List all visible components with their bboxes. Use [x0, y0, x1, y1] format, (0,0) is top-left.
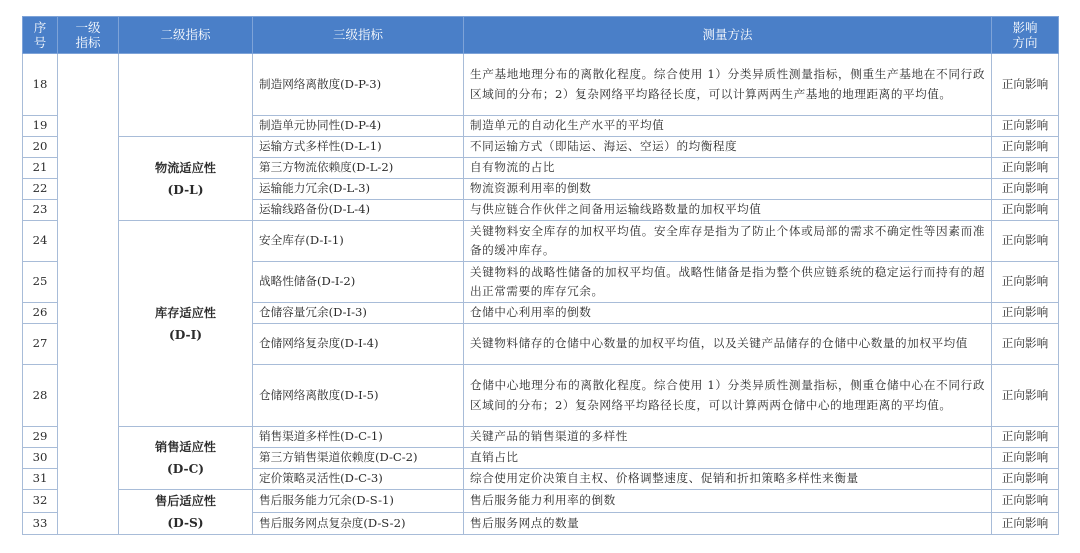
indicator-cell: 销售渠道多样性(D-C-1): [253, 427, 464, 448]
method-cell: 售后服务网点的数量: [464, 512, 992, 535]
indicator-cell: 售后服务网点复杂度(D-S-2): [253, 512, 464, 535]
indicator-cell: 第三方物流依赖度(D-L-2): [253, 158, 464, 179]
direction-cell: 正向影响: [992, 490, 1059, 513]
method-cell: 生产基地地理分布的离散化程度。综合使用 1）分类异质性测量指标，侧重生产基地在不同行政区域间的分布；2）复杂网络平均路径长度，可以计算两两生产基地的地理距离的平均值。: [464, 54, 992, 116]
header-direction: 影响 方向: [992, 17, 1059, 54]
table-row: [23, 137, 1059, 158]
level2-cell: 售后适应性 (D-S): [119, 490, 253, 535]
table-row: [23, 221, 1059, 262]
indicator-cell: 仓储网络复杂度(D-I-4): [253, 324, 464, 365]
seq-cell: 21: [23, 158, 58, 179]
level2-cell: [119, 54, 253, 137]
direction-cell: 正向影响: [992, 427, 1059, 448]
indicator-cell: 定价策略灵活性(D-C-3): [253, 469, 464, 490]
method-cell: 物流资源利用率的倒数: [464, 179, 992, 200]
direction-cell: 正向影响: [992, 221, 1059, 262]
direction-cell: 正向影响: [992, 200, 1059, 221]
header-method: 测量方法: [464, 17, 992, 54]
direction-cell: 正向影响: [992, 448, 1059, 469]
indicator-cell: 运输能力冗余(D-L-3): [253, 179, 464, 200]
seq-cell: 28: [23, 365, 58, 427]
method-cell: 与供应链合作伙伴之间备用运输线路数量的加权平均值: [464, 200, 992, 221]
seq-cell: 33: [23, 512, 58, 535]
indicator-table: [22, 16, 1059, 535]
indicator-cell: 制造单元协同性(D-P-4): [253, 116, 464, 137]
seq-cell: 29: [23, 427, 58, 448]
seq-cell: 22: [23, 179, 58, 200]
direction-cell: 正向影响: [992, 179, 1059, 200]
seq-cell: 23: [23, 200, 58, 221]
header-level2: 二级指标: [119, 17, 253, 54]
direction-cell: 正向影响: [992, 262, 1059, 303]
direction-cell: 正向影响: [992, 365, 1059, 427]
seq-cell: 31: [23, 469, 58, 490]
direction-cell: 正向影响: [992, 116, 1059, 137]
direction-cell: 正向影响: [992, 54, 1059, 116]
seq-cell: 32: [23, 490, 58, 513]
method-cell: 关键物料安全库存的加权平均值。安全库存是指为了防止个体或局部的需求不确定性等因素而准备的缓冲库存。: [464, 221, 992, 262]
table-row: [23, 490, 1059, 513]
header-seq: 序 号: [23, 17, 58, 54]
direction-cell: 正向影响: [992, 303, 1059, 324]
seq-cell: 26: [23, 303, 58, 324]
level2-cell: 销售适应性 (D-C): [119, 427, 253, 490]
indicator-cell: 售后服务能力冗余(D-S-1): [253, 490, 464, 513]
indicator-cell: 运输线路备份(D-L-4): [253, 200, 464, 221]
method-cell: 制造单元的自动化生产水平的平均值: [464, 116, 992, 137]
indicator-cell: 制造网络离散度(D-P-3): [253, 54, 464, 116]
seq-cell: 20: [23, 137, 58, 158]
direction-cell: 正向影响: [992, 324, 1059, 365]
level1-cell: [58, 54, 119, 535]
indicator-cell: 仓储容量冗余(D-I-3): [253, 303, 464, 324]
header-row: [23, 17, 1059, 54]
method-cell: 仓储中心地理分布的离散化程度。综合使用 1）分类异质性测量指标，侧重仓储中心在不同行政区域间的分布；2）复杂网络平均路径长度，可以计算两两仓储中心的地理距离的平均值。: [464, 365, 992, 427]
indicator-cell: 仓储网络离散度(D-I-5): [253, 365, 464, 427]
method-cell: 仓储中心利用率的倒数: [464, 303, 992, 324]
seq-cell: 18: [23, 54, 58, 116]
seq-cell: 24: [23, 221, 58, 262]
seq-cell: 25: [23, 262, 58, 303]
seq-cell: 19: [23, 116, 58, 137]
method-cell: 关键物料的战略性储备的加权平均值。战略性储备是指为整个供应链系统的稳定运行而持有的超出正常需要的库存冗余。: [464, 262, 992, 303]
indicator-cell: 战略性储备(D-I-2): [253, 262, 464, 303]
method-cell: 关键物料储存的仓储中心数量的加权平均值，以及关键产品储存的仓储中心数量的加权平均值: [464, 324, 992, 365]
method-cell: 直销占比: [464, 448, 992, 469]
direction-cell: 正向影响: [992, 512, 1059, 535]
level2-cell: 库存适应性 (D-I): [119, 221, 253, 427]
direction-cell: 正向影响: [992, 469, 1059, 490]
indicator-cell: 运输方式多样性(D-L-1): [253, 137, 464, 158]
header-level1: 一级 指标: [58, 17, 119, 54]
method-cell: 综合使用定价决策自主权、价格调整速度、促销和折扣策略多样性来衡量: [464, 469, 992, 490]
table-row: [23, 54, 1059, 116]
seq-cell: 27: [23, 324, 58, 365]
direction-cell: 正向影响: [992, 137, 1059, 158]
seq-cell: 30: [23, 448, 58, 469]
table-row: [23, 427, 1059, 448]
method-cell: 售后服务能力利用率的倒数: [464, 490, 992, 513]
indicator-cell: 安全库存(D-I-1): [253, 221, 464, 262]
method-cell: 关键产品的销售渠道的多样性: [464, 427, 992, 448]
indicator-cell: 第三方销售渠道依赖度(D-C-2): [253, 448, 464, 469]
header-level3: 三级指标: [253, 17, 464, 54]
direction-cell: 正向影响: [992, 158, 1059, 179]
level2-cell: 物流适应性 (D-L): [119, 137, 253, 221]
method-cell: 不同运输方式（即陆运、海运、空运）的均衡程度: [464, 137, 992, 158]
method-cell: 自有物流的占比: [464, 158, 992, 179]
